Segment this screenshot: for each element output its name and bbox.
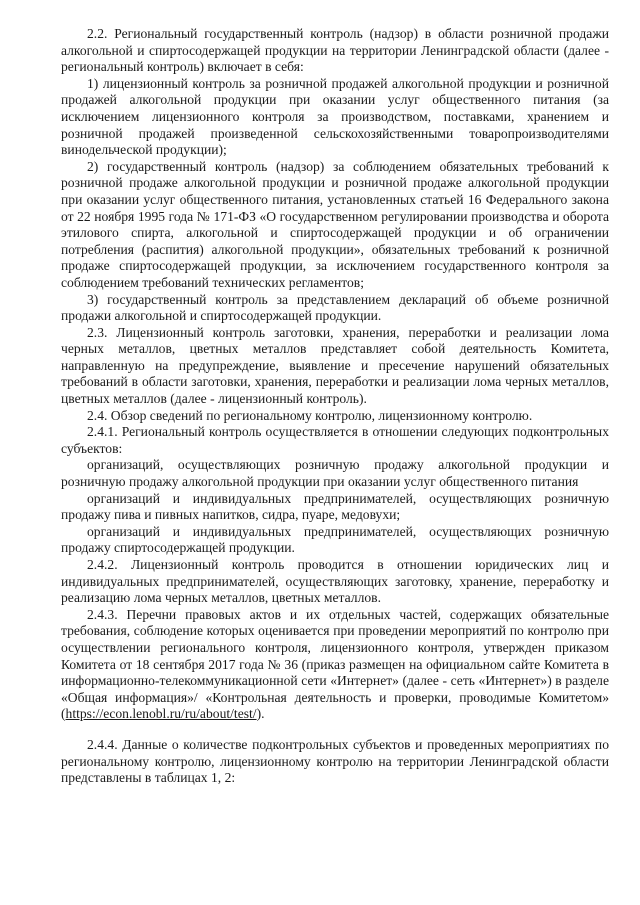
paragraph-2-4-3-tail: ).	[256, 706, 265, 722]
paragraph-2-4-1-spirits: организаций и индивидуальных предпринимателей, осуществляющих розничную продажу спиртосодержащей продукции.	[61, 523, 609, 556]
paragraph-2-2-item-2: 2) государственный контроль (надзор) за соблюдением обязательных требований к розничной продаже алкогольной продукции и розничной продаже алкогольной продукции при оказании услуг общественного питания, установленных статьей 16 Федерального закона от 22 ноября 1995 года № 171-ФЗ «О государственном регулировании производства и оборота этилового спирта, алкогольной и спиртосодержащей продукции и об ограничении потребления (распития) алкогольной продукции», обязательных требований к розничной продаже спиртосодержащей продукции, за исключением государственного контроля за соблюдением требований технических регламентов;	[61, 158, 609, 290]
paragraph-2-4-1-organizations: организаций, осуществляющих розничную продажу алкогольной продукции и розничную продажу алкогольной продукции при оказании услуг общественного питания	[61, 457, 609, 490]
paragraph-2-4-4: 2.4.4. Данные о количестве подконтрольных субъектов и проведенных мероприятиях по региональному контролю, лицензионному контролю на территории Ленинградской области представлены в таблицах 1, 2:	[61, 736, 609, 786]
paragraph-2-4-1: 2.4.1. Региональный контроль осуществляется в отношении следующих подконтрольных субъектов:	[61, 424, 609, 456]
document-page	[61, 26, 609, 787]
paragraph-2-4-1-beer: организаций и индивидуальных предпринимателей, осуществляющих розничную продажу пива и пивных напитков, сидра, пуаре, медовухи;	[61, 490, 609, 523]
paragraph-2-4: 2.4. Обзор сведений по региональному контролю, лицензионному контролю.	[87, 407, 533, 423]
paragraph-2-4-2: 2.4.2. Лицензионный контроль проводится в отношении юридических лиц и индивидуальных предпринимателей, осуществляющих заготовку, хранение, переработку и реализацию лома черных металлов, цветных металлов.	[61, 557, 609, 606]
paragraph-2-3: 2.3. Лицензионный контроль заготовки, хранения, переработки и реализации лома черных металлов, цветных металлов представляет собой деятельность Комитета, направленную на предупреждение, выявление и пресечение нарушений обязательных требований в области заготовки, хранения, переработки и реализации лома черных металлов, цветных металлов (далее - лицензионный контроль).	[61, 324, 609, 407]
paragraph-2-2: 2.2. Региональный государственный контроль (надзор) в области розничной продажи алкогольной и спиртосодержащей продукции на территории Ленинградской области (далее - региональный контроль) включает в себя:	[61, 26, 609, 75]
paragraph-2-2-item-1: 1) лицензионный контроль за розничной продажей алкогольной продукции и розничной продажей алкогольной продукции при оказании услуг общественного питания (за исключением лицензионного контроля за производством, поставками, хранением и розничной продажей произведенной сельскохозяйственными товаропроизводителями винодельческой продукции);	[61, 75, 609, 158]
committee-website-link[interactable]: https://econ.lenobl.ru/ru/about/test/	[65, 706, 257, 722]
paragraph-2-4-3	[61, 607, 609, 723]
paragraph-2-4-3-text: 2.4.3. Перечни правовых актов и их отдельных частей, содержащих обязательные требования, соблюдение которых оценивается при проведении мероприятий по контролю при осуществлении регионального контроля, лицензионного контроля, утвержден приказом Комитета от 18 сентября 2017 года № 36 (приказ размещен на официальном сайте Комитета в информационно-телекоммуникационной сети «Интернет» (далее - сеть «Интернет») в разделе «Общая информация»/ «Контрольная деятельность и проверки, проводимые Комитетом» (	[61, 606, 609, 722]
paragraph-2-2-item-3: 3) государственный контроль за представлением деклараций об объеме розничной продажи алкогольной и спиртосодержащей продукции.	[61, 291, 609, 324]
